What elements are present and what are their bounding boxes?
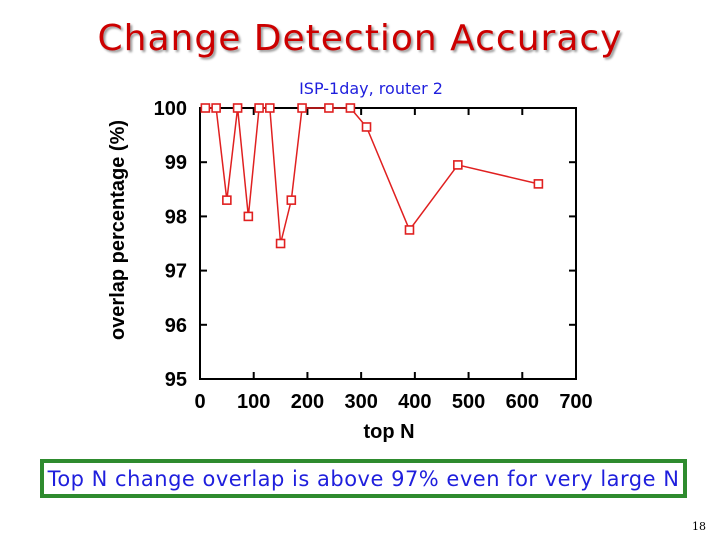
- y-tick-label: 98: [164, 206, 187, 229]
- y-axis-label: overlap percentage (%): [107, 119, 129, 341]
- data-point-marker: [266, 104, 274, 112]
- series-layer: [201, 104, 542, 248]
- slide-title: Change Detection Accuracy: [97, 18, 623, 59]
- data-point-marker: [223, 196, 231, 204]
- y-tick-label: 97: [164, 260, 187, 283]
- data-point-marker: [287, 196, 295, 204]
- data-point-marker: [277, 240, 285, 248]
- y-tick-label: 99: [164, 152, 187, 175]
- plot-frame: [200, 108, 576, 379]
- data-point-marker: [298, 104, 306, 112]
- x-tick-label: 200: [290, 391, 325, 413]
- data-point-marker: [363, 123, 371, 131]
- data-point-marker: [212, 104, 220, 112]
- data-point-marker: [201, 104, 209, 112]
- x-tick-label: 0: [194, 391, 206, 413]
- y-tick-label: 95: [164, 369, 187, 391]
- y-axis: [154, 98, 576, 391]
- data-point-marker: [244, 212, 252, 220]
- data-point-marker: [234, 104, 242, 112]
- y-tick-label: 100: [153, 98, 187, 120]
- data-point-marker: [534, 180, 542, 188]
- x-axis-label: top N: [363, 421, 415, 443]
- data-point-marker: [325, 104, 333, 112]
- data-point-marker: [454, 161, 462, 169]
- x-tick-label: 300: [344, 391, 378, 413]
- data-point-marker: [255, 104, 263, 112]
- x-tick-label: 500: [451, 391, 486, 413]
- data-point-marker: [346, 104, 354, 112]
- chart-title: ISP-1day, router 2: [299, 79, 443, 98]
- x-tick-label: 600: [505, 391, 539, 413]
- callout-text: Top N change overlap is above 97% even for very large N: [47, 466, 680, 491]
- x-tick-label: 700: [559, 391, 593, 413]
- callout-box: [40, 459, 687, 498]
- x-tick-label: 400: [398, 391, 432, 413]
- data-point-marker: [405, 226, 413, 234]
- x-tick-label: 100: [237, 391, 271, 413]
- series-line: [205, 108, 538, 244]
- y-tick-label: 96: [164, 314, 187, 337]
- slide-number: 18: [692, 520, 706, 533]
